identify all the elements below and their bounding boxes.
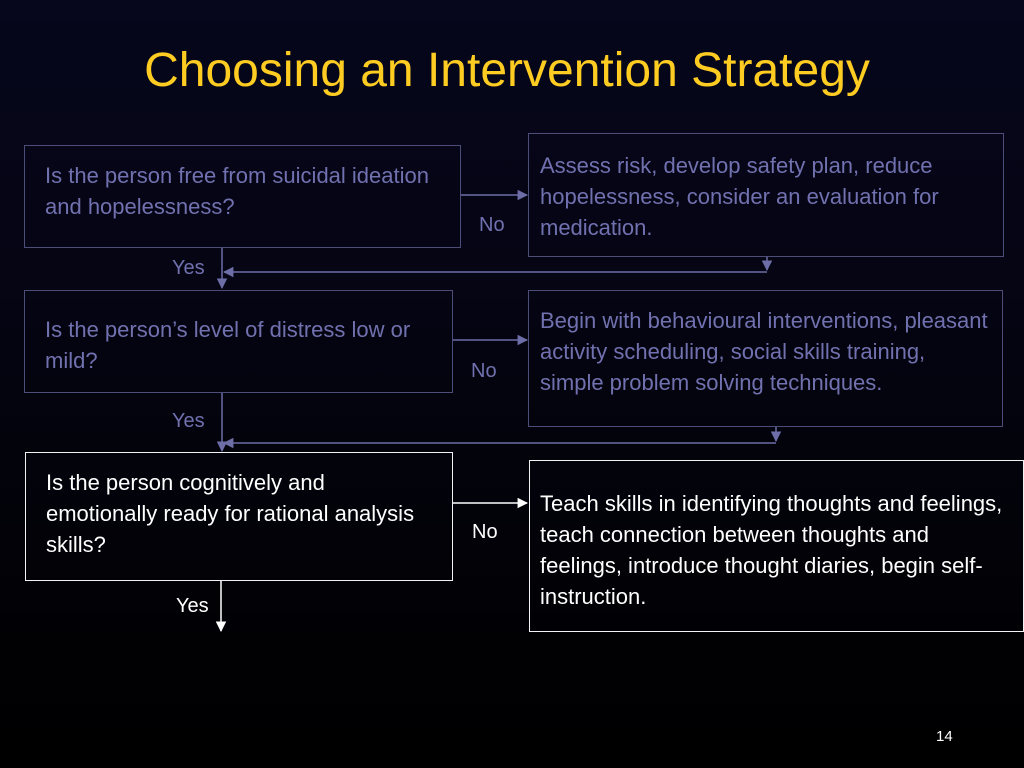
- action-text-step-1: [540, 150, 1003, 243]
- slide-title: Choosing an Intervention Strategy: [144, 44, 870, 97]
- action-box-step-3: [529, 460, 1024, 632]
- no-label-step-2: No: [471, 360, 497, 382]
- no-label-step-3: No: [472, 521, 498, 543]
- question-box-step-1: [24, 145, 461, 248]
- question-text-step-2: Is the person’s level of distress low or mild?: [45, 317, 411, 373]
- yes-label-step-1: Yes: [172, 257, 205, 279]
- page-number: 14: [936, 728, 953, 745]
- question-box-step-2: [24, 290, 453, 393]
- action-text-step-3: Teach skills in identifying thoughts and feelings, teach connection between thoughts and feelings, introduce thought diaries, begin self-instruction.: [540, 491, 1003, 609]
- action-text-step-1-content: Assess risk, develop safety plan, reduce hopelessness, consider an evaluation for medication.: [540, 153, 939, 240]
- action-text-step-2: Begin with behavioural interventions, pleasant activity scheduling, social skills training, simple problem solving techniques.: [540, 308, 988, 395]
- action-box-step-1: [528, 133, 1004, 257]
- question-text-step-1: Is the person free from suicidal ideation and hopelessness?: [45, 163, 429, 219]
- question-box-step-3: [25, 452, 453, 581]
- action-box-step-2: [528, 290, 1003, 427]
- no-label-step-1: No: [479, 214, 505, 236]
- question-text-step-3: Is the person cognitively and emotionally ready for rational analysis skills?: [46, 470, 415, 557]
- yes-label-step-3: Yes: [176, 595, 209, 617]
- yes-label-step-2: Yes: [172, 410, 205, 432]
